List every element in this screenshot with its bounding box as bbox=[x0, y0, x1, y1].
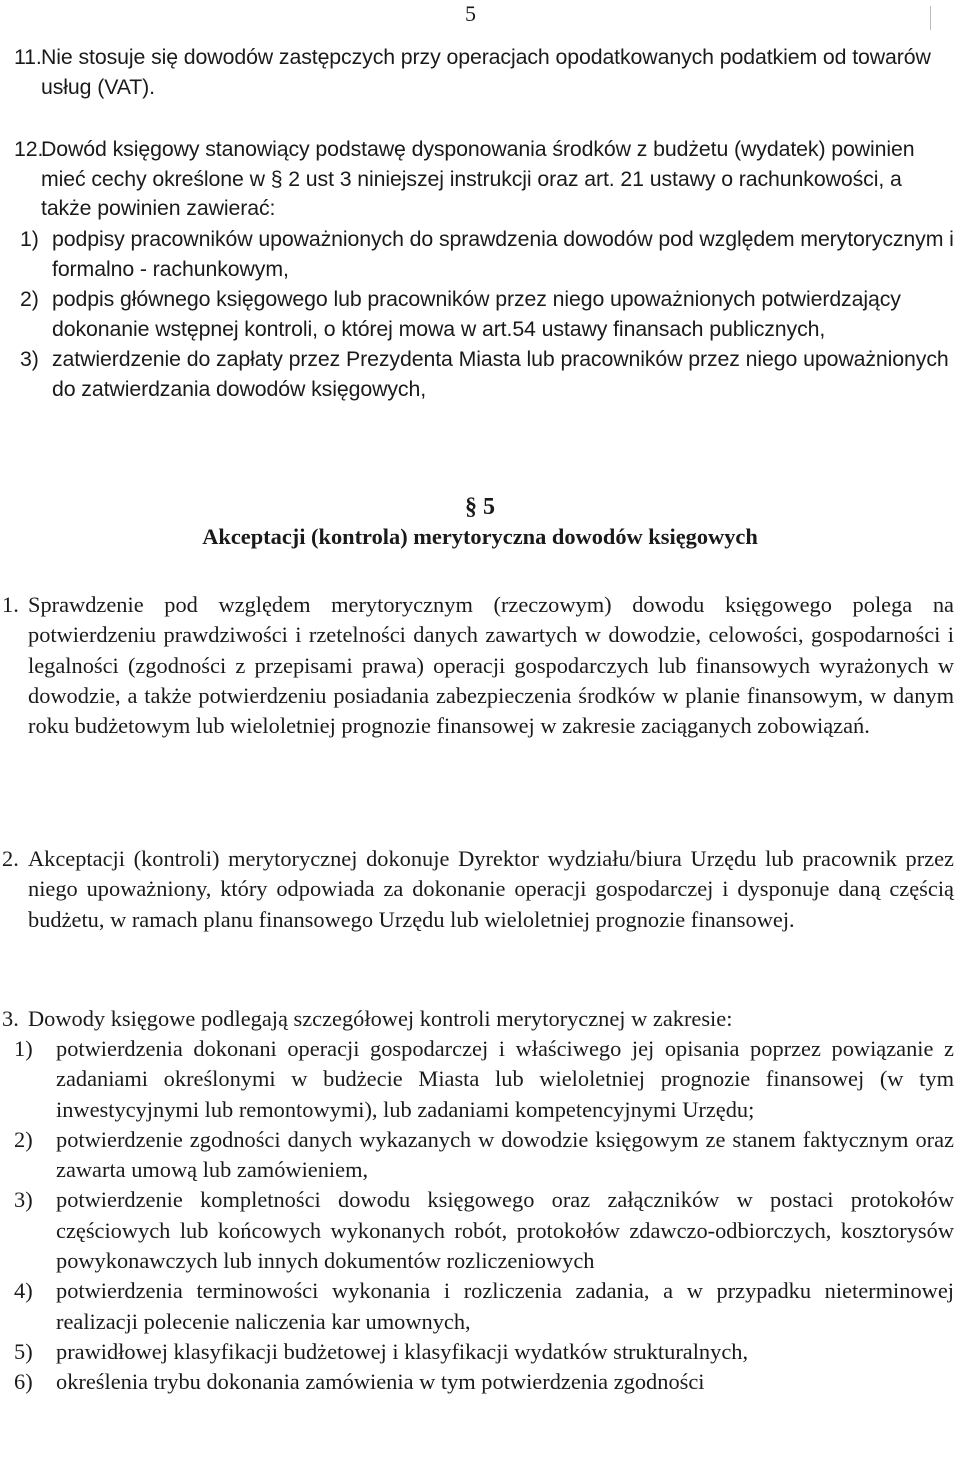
list-item-text: potwierdzenia dokonani operacji gospodarczej i właściwego jej opisania poprzez powiązanie z zadaniami określonymi w budżecie Miasta lub wieloletniej prognozie finansowej (w tym inwestycyjnymi lub remontowymi), lub zadaniami kompetencyjnymi Urzędu; bbox=[56, 1036, 954, 1122]
item-12-sub-1 bbox=[14, 224, 954, 284]
item-12-sub-3 bbox=[14, 344, 954, 404]
page-number: 5 bbox=[465, 1, 476, 26]
list-item bbox=[14, 1337, 954, 1367]
sub-number: 2) bbox=[20, 286, 39, 311]
list-item-number: 2) bbox=[14, 1126, 33, 1152]
list-item-text: potwierdzenia terminowości wykonania i rozliczenia zadania, a w przypadku nieterminowej realizacji polecenie naliczenia kar umownych, bbox=[56, 1278, 954, 1334]
list-item-number: 6) bbox=[14, 1369, 33, 1395]
paragraph-2-text: Akceptacji (kontroli) merytorycznej dokonuje Dyrektor wydziału/biura Urzędu lub pracownik przez niego upoważniony, który odpowiada za dokonanie operacji gospodarczej i dysponuje daną częścią budżetu, w ramach planu finansowego Urzędu lub wieloletniej prognozie finansowej. bbox=[28, 846, 954, 932]
paragraph-1-number: 1. bbox=[2, 592, 19, 617]
item-11-text: Nie stosuje się dowodów zastępczych przy operacjach opodatkowanych podatkiem od towarów usług (VAT). bbox=[41, 45, 931, 99]
item-11 bbox=[14, 43, 954, 102]
paragraph-2-number: 2. bbox=[2, 846, 19, 871]
item-11-number: 11. bbox=[14, 45, 42, 69]
list-item-number: 3) bbox=[14, 1187, 33, 1213]
item-12 bbox=[14, 135, 954, 404]
paragraph-1 bbox=[2, 590, 954, 741]
sub-text: podpis głównego księgowego lub pracowników przez niego upoważnionych potwierdzający dokonanie wstępnej kontroli, o której mowa w art.54 ustawy finansach publicznych, bbox=[52, 286, 901, 341]
list-item bbox=[14, 1125, 954, 1186]
list-item-text: potwierdzenie kompletności dowodu księgowego oraz załączników w postaci protokołów częściowych lub końcowych wykonanych robót, protokołów zdawczo-odbiorczych, kosztorysów powykonawczych lub innych dokumentów rozliczeniowych bbox=[56, 1187, 954, 1274]
item-12-intro: Dowód księgowy stanowiący podstawę dysponowania środków z budżetu (wydatek) powinien mieć cechy określone w § 2 ust 3 niniejszej instrukcji oraz art. 21 ustawy o rachunkowości, a także powinien zawierać: bbox=[41, 137, 915, 221]
margin-mark bbox=[930, 6, 931, 30]
list-item bbox=[14, 1185, 954, 1276]
sub-text: zatwierdzenie do zapłaty przez Prezydenta Miasta lub pracowników przez niego upoważnionych do zatwierdzania dowodów księgowych, bbox=[52, 346, 949, 401]
section-title: Akceptacji (kontrola) merytoryczna dowodów księgowych bbox=[202, 524, 758, 549]
list-item-number: 1) bbox=[14, 1036, 33, 1061]
list-item-text: prawidłowej klasyfikacji budżetowej i klasyfikacji wydatków strukturalnych, bbox=[56, 1338, 749, 1364]
item-12-number: 12. bbox=[14, 137, 44, 161]
sub-text: podpisy pracowników upoważnionych do sprawdzenia dowodów pod względem merytorycznym i formalno - rachunkowym, bbox=[52, 226, 954, 281]
paragraph-3-list bbox=[14, 1034, 954, 1398]
section-sign: § 5 bbox=[465, 494, 495, 520]
list-item-number: 4) bbox=[14, 1278, 33, 1304]
sub-number: 1) bbox=[20, 226, 39, 251]
paragraph-3-number: 3. bbox=[2, 1006, 19, 1031]
paragraph-2 bbox=[2, 844, 954, 935]
item-12-sublist bbox=[14, 224, 954, 404]
list-item-text: określenia trybu dokonania zamówienia w tym potwierdzenia zgodności bbox=[56, 1369, 705, 1395]
list-item-text: potwierdzenie zgodności danych wykazanych w dowodzie księgowym ze stanem faktycznym oraz zawarta umową lub zamówieniem, bbox=[56, 1126, 954, 1183]
paragraph-1-text: Sprawdzenie pod względem merytorycznym (rzeczowym) dowodu księgowego polega na potwierdzeniu prawdziwości i rzetelności danych zawartych w dowodzie, celowości, gospodarności i legalności (zgodności z przepisami prawa) operacji gospodarczych lub finansowych wyrażonych w dowodzie, a także potwierdzeniu posiadania zabezpieczenia środków w planie finansowym, w danym roku budżetowym lub wieloletniej prognozie finansowej w zakresie zaciąganych zobowiązań. bbox=[28, 592, 954, 739]
list-item-number: 5) bbox=[14, 1338, 33, 1364]
paragraph-3-text: Dowody księgowe podlegają szczegółowej kontroli merytorycznej w zakresie: bbox=[28, 1006, 733, 1031]
item-12-sub-2 bbox=[14, 284, 954, 344]
section-heading bbox=[0, 492, 960, 552]
sub-number: 3) bbox=[20, 346, 39, 371]
list-item bbox=[14, 1276, 954, 1337]
paragraph-3 bbox=[2, 1004, 954, 1034]
list-item bbox=[14, 1367, 954, 1397]
list-item bbox=[14, 1034, 954, 1125]
